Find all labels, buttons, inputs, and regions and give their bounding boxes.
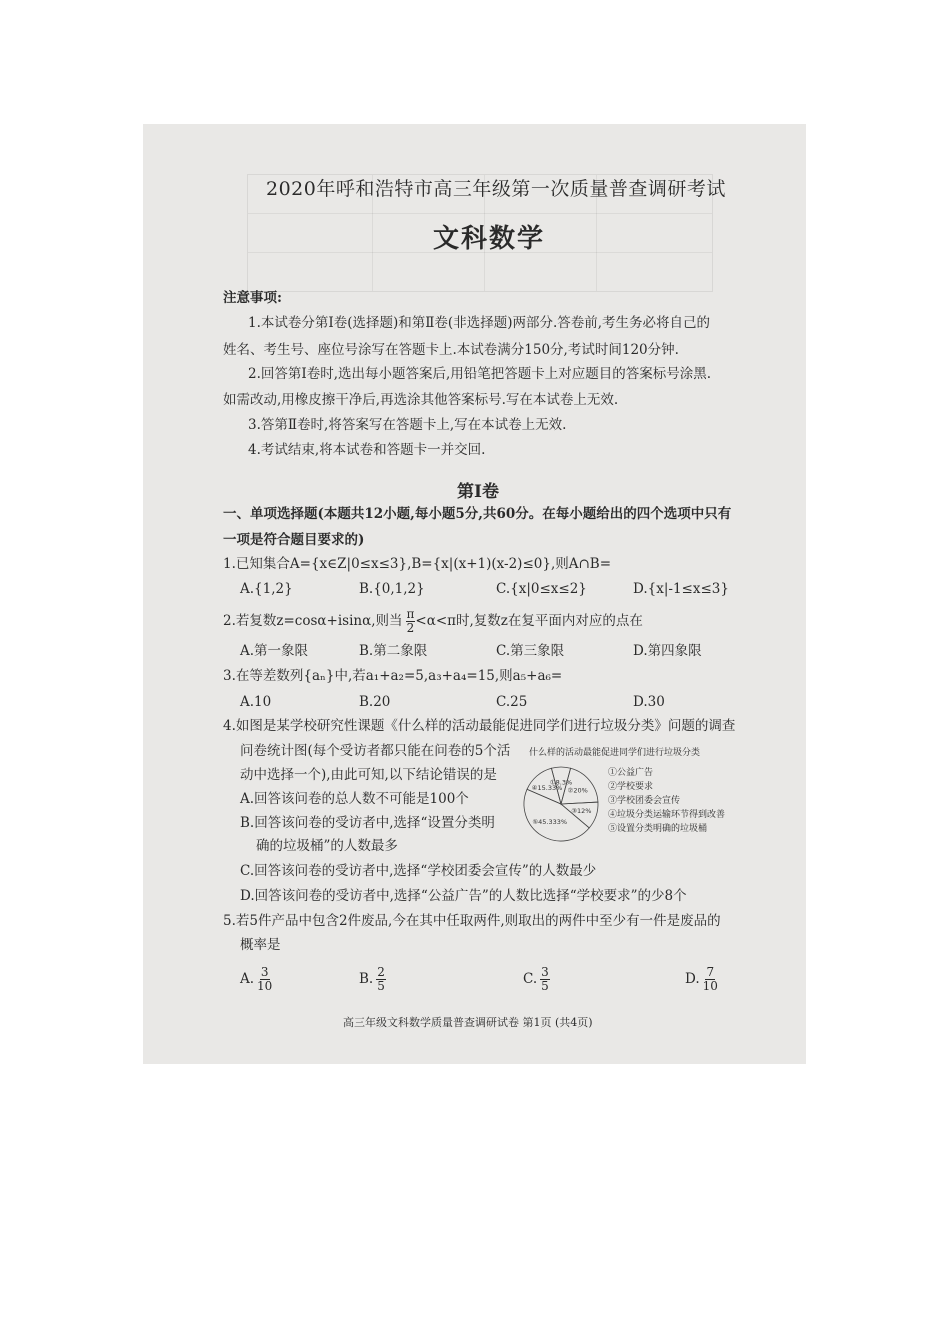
pie-slice-label: ②20%: [567, 786, 588, 795]
question-5-option-a: A. $\frac{3}{10}$: [240, 965, 273, 994]
note-3: 3.答第Ⅱ卷时,将答案写在答题卡上,写在本试卷上无效.: [248, 417, 567, 433]
question-2-stem-end: <α<π时,复数z在复平面内对应的点在: [415, 613, 643, 630]
notes-heading: 注意事项:: [223, 290, 282, 306]
question-2-stem-start: 2.若复数z=cosα+isinα,则当: [223, 613, 403, 630]
question-1-option-c: C.{x|0≤x≤2}: [496, 581, 587, 597]
fraction-2-5: $\frac{2}{5}$: [377, 965, 385, 994]
question-3-option-a: A.10: [240, 694, 272, 710]
question-4-line-2: 问卷统计图(每个受访者都只能在问卷的5个活: [240, 743, 511, 759]
question-4-line-1: 4.如图是某学校研究性课题《什么样的活动最能促进同学们进行垃圾分类》问题的调查: [223, 718, 736, 734]
question-2-stem: [223, 608, 643, 635]
legend-item-4: ④垃圾分类运输环节得到改善: [608, 810, 726, 820]
pi-over-2-fraction: $\frac{\pi}{2}$: [406, 607, 415, 636]
note-2-line-1: 2.回答第Ⅰ卷时,选出每小题答案后,用铅笔把答题卡上对应题目的答案标号涂黑.: [248, 366, 712, 382]
question-4-option-b-line-1: B.回答该问卷的受访者中,选择“设置分类明: [240, 815, 495, 831]
note-1-line-2: 姓名、考生号、座位号涂写在答题卡上.本试卷满分150分,考试时间120分钟.: [223, 342, 679, 358]
question-2-option-d: D.第四象限: [633, 643, 702, 659]
fraction-3-5: $\frac{3}{5}$: [541, 965, 549, 994]
legend-item-5: ⑤设置分类明确的垃圾桶: [608, 824, 708, 834]
note-2-line-2: 如需改动,用橡皮擦干净后,再选涂其他答案标号.写在本试卷上无效.: [223, 392, 619, 408]
question-2-option-b: B.第二象限: [359, 643, 428, 659]
fraction-3-10: $\frac{3}{10}$: [257, 965, 273, 994]
page-footer: 高三年级文科数学质量普查调研试卷 第1页 (共4页): [343, 1016, 593, 1029]
legend-item-1: ①公益广告: [608, 768, 654, 778]
chart-title: 什么样的活动最能促进同学们进行垃圾分类: [529, 748, 701, 758]
section-instruction-line-2: 一项是符合题目要求的): [223, 532, 365, 548]
legend-item-3: ③学校团委会宣传: [608, 796, 681, 806]
question-1-option-b: B.{0,1,2}: [359, 581, 425, 597]
pie-slice-label: ③12%: [571, 806, 592, 815]
question-3-option-b: B.20: [359, 694, 391, 710]
exam-subject: 文科数学: [433, 224, 546, 254]
question-4-option-b-line-2: 确的垃圾桶”的人数最多: [256, 838, 398, 854]
section-title: 第Ⅰ卷: [457, 482, 499, 502]
question-2-option-c: C.第三象限: [496, 643, 565, 659]
pie-slice-label: ⑤45.333%: [532, 818, 568, 827]
question-3-stem: 3.在等差数列{aₙ}中,若a₁+a₂=5,a₃+a₄=15,则a₅+a₆=: [223, 668, 563, 684]
pie-slice-label: ①8.3%: [549, 778, 573, 787]
exam-page-photo: [143, 124, 806, 1064]
note-1-line-1: 1.本试卷分第Ⅰ卷(选择题)和第Ⅱ卷(非选择题)两部分.答卷前,考生务必将自己的: [248, 315, 711, 331]
question-1-stem: 1.已知集合A={x∈Z|0≤x≤3},B={x|(x+1)(x-2)≤0},则A∩B=: [223, 556, 612, 572]
pie-slice-label: ④15.33%: [531, 783, 563, 792]
question-5-option-d: D. $\frac{7}{10}$: [685, 965, 718, 994]
note-4: 4.考试结束,将本试卷和答题卡一并交回.: [248, 442, 486, 458]
question-1-option-d: D.{x|-1≤x≤3}: [633, 581, 729, 597]
question-3-option-c: C.25: [496, 694, 528, 710]
question-5-line-2: 概率是: [240, 937, 281, 953]
question-2-option-a: A.第一象限: [240, 643, 309, 659]
exam-title: 2020年呼和浩特市高三年级第一次质量普查调研考试: [266, 178, 726, 200]
question-4-option-a: A.回答该问卷的总人数不可能是100个: [240, 791, 469, 807]
legend-item-2: ②学校要求: [608, 782, 654, 792]
pie-slice: [524, 789, 592, 841]
question-5-option-b: B. $\frac{2}{5}$: [359, 965, 385, 994]
question-3-option-d: D.30: [633, 694, 665, 710]
section-instruction-line-1: 一、单项选择题(本题共12小题,每小题5分,共60分。在每小题给出的四个选项中只有: [223, 506, 732, 522]
pie-chart: [521, 764, 601, 844]
question-5-option-c: C. $\frac{3}{5}$: [523, 965, 549, 994]
question-4-option-c: C.回答该问卷的受访者中,选择“学校团委会宣传”的人数最少: [240, 863, 597, 879]
question-4-option-d: D.回答该问卷的受访者中,选择“公益广告”的人数比选择“学校要求”的少8个: [240, 888, 687, 904]
question-5-line-1: 5.若5件产品中包含2件废品,今在其中任取两件,则取出的两件中至少有一件是废品的: [223, 913, 721, 929]
question-4-line-3: 动中选择一个),由此可知,以下结论错误的是: [240, 767, 497, 783]
fraction-7-10: $\frac{7}{10}$: [702, 965, 718, 994]
question-1-option-a: A.{1,2}: [240, 581, 293, 597]
